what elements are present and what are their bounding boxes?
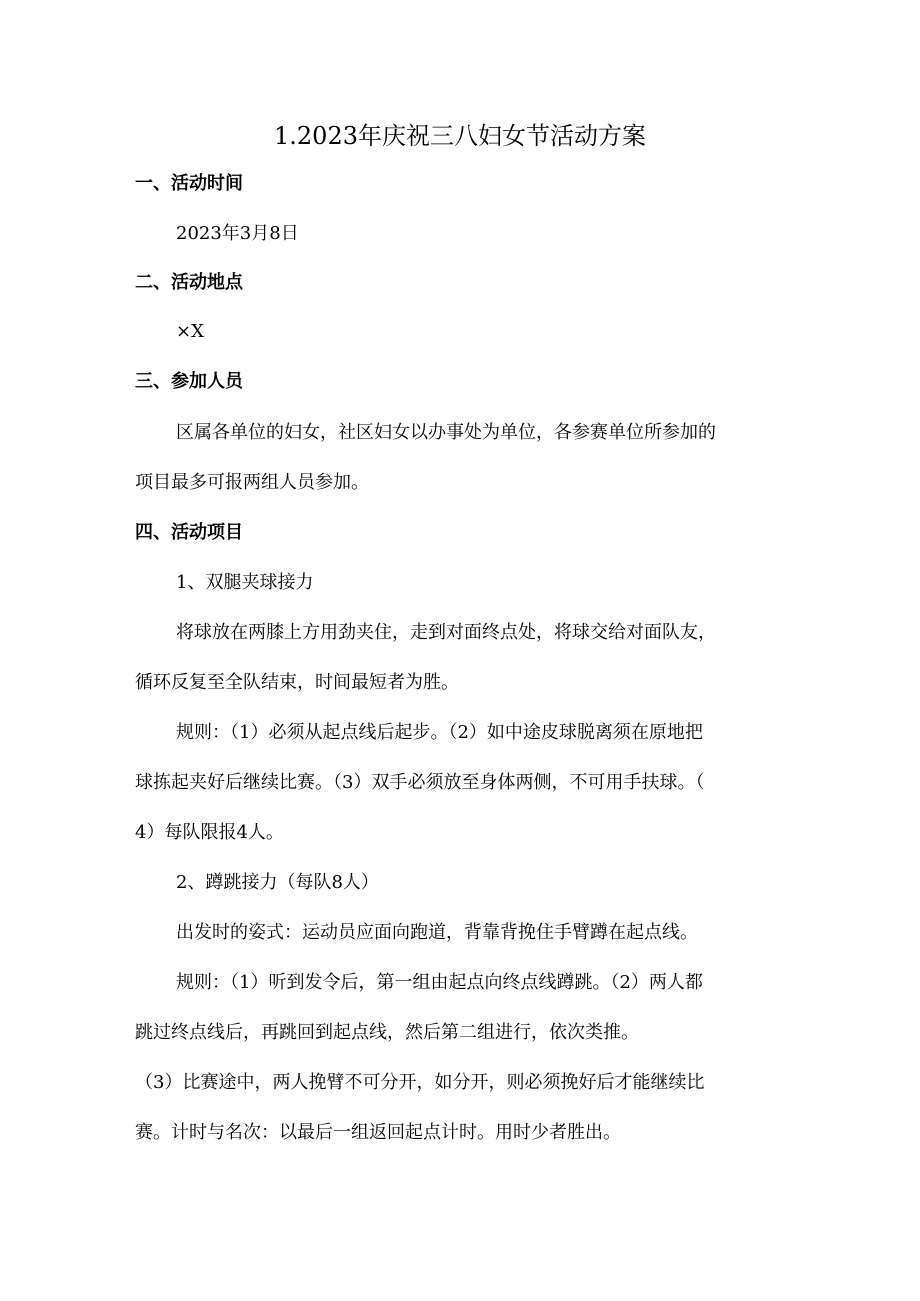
section-participants-line-1: 区属各单位的妇女，社区妇女以办事处为单位，各参赛单位所参加的: [176, 422, 716, 443]
section-heading-location: 二、活动地点: [135, 272, 243, 293]
event-1-rules-line-1: 规则：（1）必须从起点线后起步。（2）如中途皮球脱离须在原地把: [176, 722, 703, 743]
document-title: 1.2023年庆祝三八妇女节活动方案: [274, 122, 646, 150]
event-1-title: 1、双腿夹球接力: [176, 572, 314, 593]
event-1-rules-line-2: 球拣起夹好后继续比赛。（3）双手必须放至身体两侧，不可用手扶球。（: [135, 772, 705, 793]
event-2-title: 2、蹲跳接力（每队8人）: [176, 872, 379, 893]
section-time-line-1: 2023年3月8日: [176, 223, 299, 244]
event-2-start-pose: 出发时的姿式：运动员应面向跑道，背靠背挽住手臂蹲在起点线。: [176, 922, 698, 943]
event-1-desc-line-1: 将球放在两膝上方用劲夹住，走到对面终点处，将球交给对面队友，: [176, 622, 716, 643]
section-participants-line-2: 项目最多可报两组人员参加。: [135, 472, 369, 493]
section-heading-participants: 三、参加人员: [135, 371, 243, 392]
event-1-rules-line-3: 4）每队限报4人。: [135, 822, 284, 843]
section-heading-time: 一、活动时间: [135, 173, 243, 194]
event-2-rules-line-3: （3）比赛途中，两人挽臂不可分开，如分开，则必须挽好后才能继续比: [135, 1072, 705, 1093]
section-location-line-1: ×X: [176, 321, 204, 342]
section-heading-events: 四、活动项目: [135, 522, 243, 543]
event-1-desc-line-2: 循环反复至全队结束，时间最短者为胜。: [135, 672, 459, 693]
event-2-rules-line-4: 赛。计时与名次：以最后一组返回起点计时。用时少者胜出。: [135, 1122, 621, 1143]
event-2-rules-line-2: 跳过终点线后，再跳回到起点线，然后第二组进行，依次类推。: [135, 1022, 639, 1043]
event-2-rules-line-1: 规则：（1）听到发令后，第一组由起点向终点线蹲跳。（2）两人都: [176, 972, 703, 993]
